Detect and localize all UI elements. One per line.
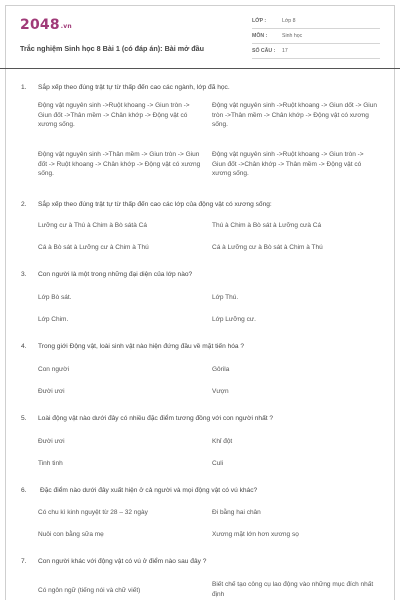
document-meta (252, 14, 380, 59)
question-text: Loài động vật nào dưới đây có nhiều đặc điểm tương đồng với con người nhất ? (38, 415, 274, 422)
meta-value: 17 (282, 48, 288, 54)
answer-option-b[interactable]: Động vật nguyên sinh ->Ruột khoang -> Giun dốt -> Giun tròn ->Thân mềm -> Chân khớp -> Động vật có xương sống. (212, 102, 377, 128)
meta-count-row (252, 44, 380, 59)
meta-label: MÔN : (252, 33, 268, 39)
answer-option-c[interactable]: Đười ươi (38, 388, 65, 395)
answer-option-b[interactable]: Thú à Chim à Bò sát à Lưỡng cưà Cá (212, 222, 322, 229)
answer-option-d[interactable]: Xương mặt lớn hơn xương sọ (212, 531, 299, 538)
question-number: 2. (21, 201, 27, 208)
question-number: 4. (21, 343, 27, 350)
answer-option-c[interactable]: Nuôi con bằng sữa mẹ (38, 531, 104, 538)
question-number: 3. (21, 271, 27, 278)
answer-option-b[interactable]: Lớp Thú. (212, 294, 239, 301)
answer-option-d[interactable]: Động vật nguyên sinh ->Ruột khoang -> Giun tròn -> Giun đốt ->Chân khớp -> Thân mềm -> Động vật có xương sống. (212, 151, 364, 177)
question-number: 7. (21, 558, 27, 565)
answer-option-d[interactable]: Cá à Lưỡng cư à Bò sát à Chim à Thú (212, 244, 323, 251)
answer-option-d[interactable]: Culi (212, 460, 224, 467)
answer-option-a[interactable]: Lớp Bò sát. (38, 294, 72, 301)
meta-value: Lớp 8 (282, 18, 296, 24)
question-number: 6. (21, 487, 27, 494)
answer-option-c[interactable]: Lớp Chim. (38, 316, 69, 323)
answer-option-b[interactable]: Biết chế tạo công cụ lao động vào những mục đích nhất định (212, 581, 374, 598)
question-text: Sắp xếp theo đúng trật tự từ thấp đến cao các lớp của động vật có xương sống: (38, 201, 272, 208)
answer-option-b[interactable]: Gôrila (212, 366, 230, 373)
answer-option-a[interactable]: Động vật nguyên sinh ->Ruột khoang -> Giun tròn -> Giun đốt ->Thân mềm -> Chân khớp -> Động vật có xương sống. (38, 102, 190, 128)
document-header (20, 14, 380, 60)
answer-option-d[interactable]: Vượn (212, 388, 229, 395)
meta-class-row (252, 14, 380, 29)
answer-option-d[interactable]: Lớp Lưỡng cư. (212, 316, 256, 323)
question-text: Con người khác với động vật có vú ở điểm nào sau đây ? (38, 558, 207, 565)
answer-option-b[interactable]: Khỉ đột (212, 438, 233, 445)
answer-option-a[interactable]: Đười ươi (38, 438, 65, 445)
meta-label: SỐ CÂU : (252, 48, 276, 54)
answer-option-a[interactable]: Có chu kì kinh nguyệt từ 28 – 32 ngày (38, 509, 148, 516)
document-title: Trắc nghiệm Sinh học 8 Bài 1 (có đáp án): Bài mở đầu (20, 44, 205, 53)
site-logo[interactable]: 2048.vn (20, 17, 72, 33)
answer-option-a[interactable]: Con người (38, 366, 70, 373)
answer-option-b[interactable]: Đi bằng hai chân (212, 509, 261, 516)
meta-value: Sinh học (282, 33, 303, 39)
header-divider (0, 68, 400, 69)
question-text: Con người là một trong những đại diện của lớp nào? (38, 271, 193, 278)
meta-subject-row (252, 29, 380, 44)
question-text: Đặc điểm nào dưới đây xuất hiện ở cả người và mọi động vật có vú khác? (40, 487, 258, 494)
meta-label: LỚP : (252, 18, 267, 24)
answer-option-a[interactable]: Có ngôn ngữ (tiếng nói và chữ viết) (38, 587, 141, 594)
answer-option-c[interactable]: Cá à Bò sát à Lưỡng cư à Chim à Thú (38, 244, 149, 251)
question-text: Sắp xếp theo đúng trật tự từ thấp đến cao các ngành, lớp đã học. (38, 84, 230, 91)
answer-option-c[interactable]: Động vật nguyên sinh ->Thân mềm -> Giun tròn -> Giun đốt -> Ruột khoang -> Chân khớp -> Động vật có xương sống. (38, 151, 201, 177)
question-number: 1. (21, 84, 27, 91)
answer-option-a[interactable]: Lưỡng cư à Thú à Chim à Bò sátà Cá (38, 222, 147, 229)
question-number: 5. (21, 415, 27, 422)
answer-option-c[interactable]: Tinh tinh (38, 460, 63, 467)
question-text: Trong giới Động vật, loài sinh vật nào hiện đứng đầu về mặt tiến hóa ? (38, 343, 245, 350)
